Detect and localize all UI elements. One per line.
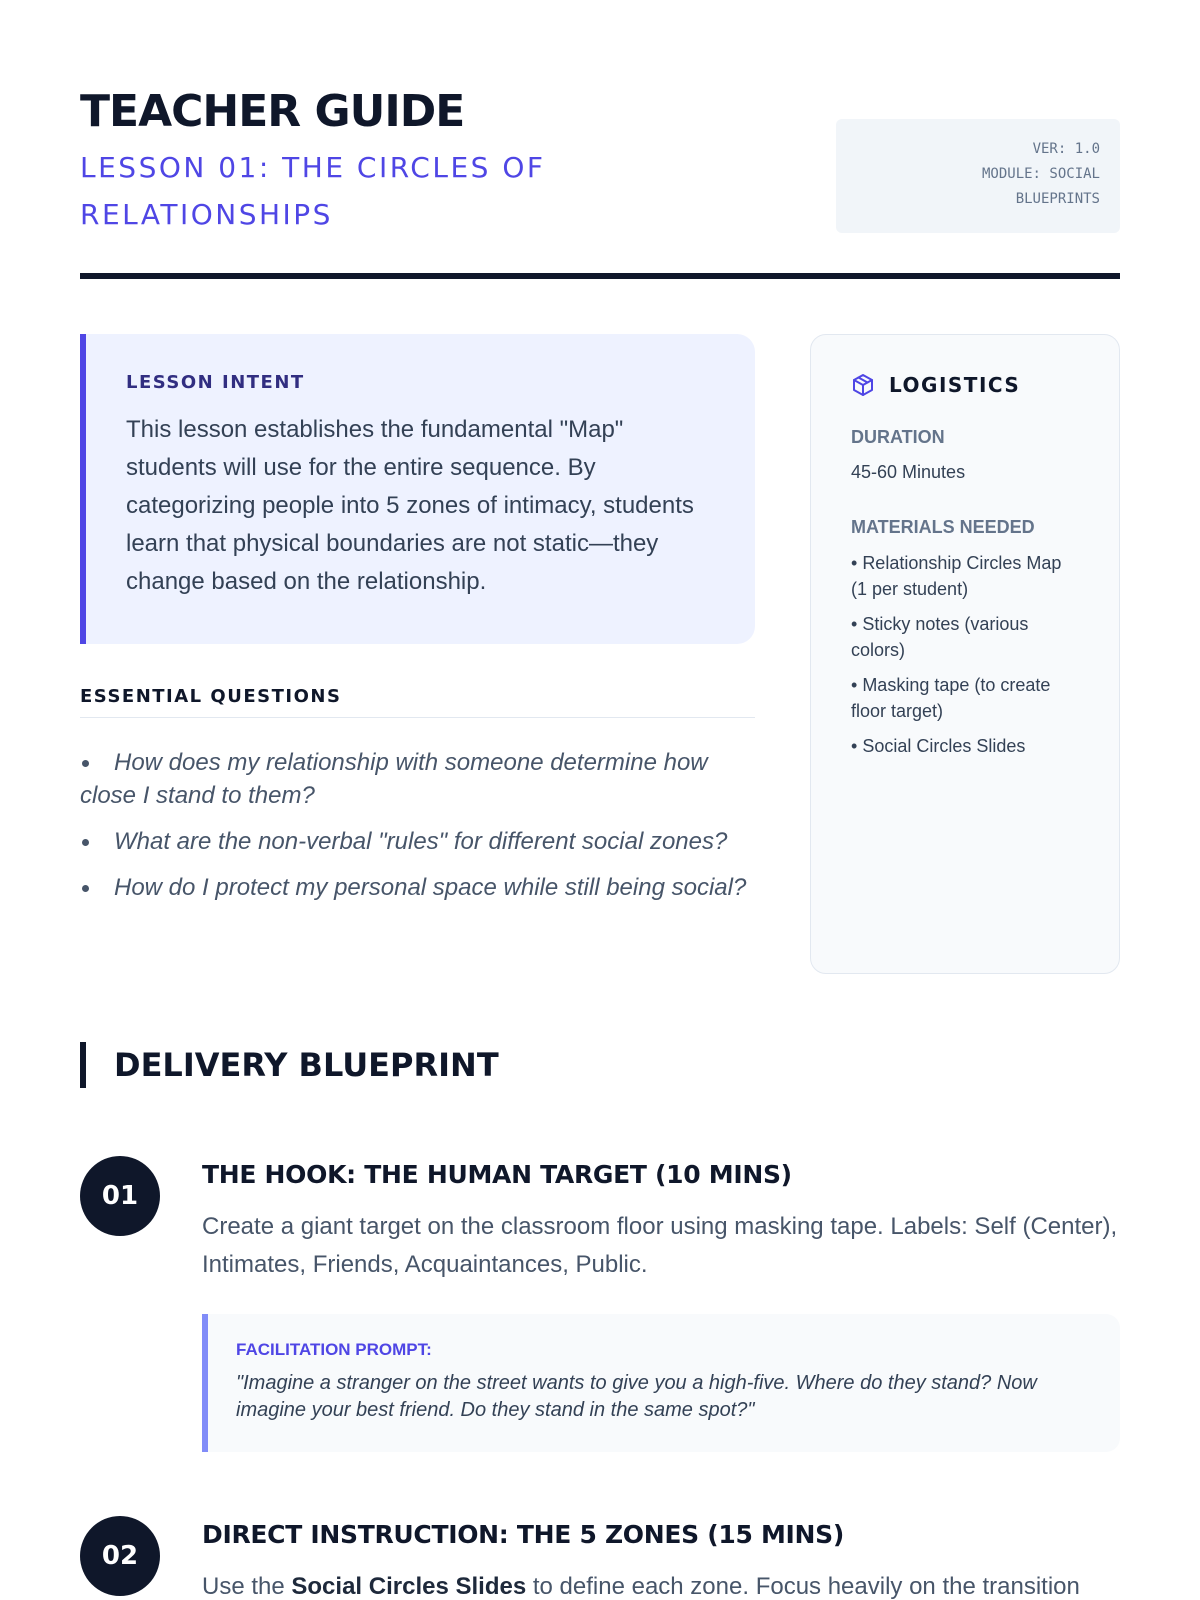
essential-questions-section — [80, 686, 755, 917]
essential-questions-label: ESSENTIAL QUESTIONS — [80, 686, 755, 718]
step-description: Create a giant target on the classroom floor using masking tape. Labels: Self (Center), Intimates, Friends, Acquaintances, Public. — [202, 1213, 1118, 1278]
material-item: • Relationship Circles Map (1 per student) — [851, 550, 1079, 602]
question-item: How does my relationship with someone determine how close I stand to them? — [80, 746, 755, 812]
facilitation-prompt-box — [202, 1314, 1120, 1452]
question-item: What are the non-verbal "rules" for different social zones? — [80, 825, 755, 858]
step-number-badge: 01 — [80, 1156, 160, 1236]
material-item: • Sticky notes (various colors) — [851, 611, 1079, 663]
lesson-subtitle: LESSON 01: THE CIRCLES OF RELATIONSHIPS — [80, 151, 546, 231]
material-item: • Masking tape (to create floor target) — [851, 672, 1079, 724]
version-meta-box — [836, 119, 1120, 233]
facilitation-prompt-label: FACILITATION PROMPT: — [236, 1340, 432, 1359]
version-label: VER: 1.0 — [1032, 141, 1100, 157]
step-description-end: to define each zone. Focus heavily on the transition — [526, 1573, 1080, 1600]
slides-highlight: Social Circles Slides — [291, 1573, 527, 1600]
materials-label: MATERIALS NEEDED — [851, 517, 1035, 537]
logistics-title: LOGISTICS — [889, 373, 1021, 397]
step-body — [202, 1516, 1120, 1600]
duration-value: 45-60 Minutes — [851, 462, 966, 482]
duration-label: DURATION — [851, 427, 945, 447]
lesson-intent-card — [80, 334, 755, 644]
logistics-card — [810, 334, 1120, 974]
facilitation-prompt-text: "Imagine a stranger on the street wants to give you a high-five. Where do they stand? Now imagine your best friend. Do they stand in the same spot?" — [236, 1372, 1037, 1421]
question-item: How do I protect my personal space while still being social? — [80, 871, 755, 904]
logistics-header — [851, 373, 1079, 397]
step-description — [202, 1568, 1120, 1600]
delivery-blueprint-heading: DELIVERY BLUEPRINT — [80, 1042, 499, 1088]
page-title: TEACHER GUIDE — [80, 86, 465, 137]
module-label-line1: MODULE: SOCIAL — [981, 166, 1100, 182]
lesson-intent-label: LESSON INTENT — [126, 372, 305, 393]
page-header — [80, 86, 1120, 282]
header-divider — [80, 273, 1120, 279]
step-title: DIRECT INSTRUCTION: THE 5 ZONES (15 MINS) — [202, 1520, 844, 1549]
materials-list — [851, 550, 1079, 759]
cube-icon — [851, 373, 875, 397]
step-title: THE HOOK: THE HUMAN TARGET (10 MINS) — [202, 1160, 792, 1189]
step-number-badge: 02 — [80, 1516, 160, 1596]
material-item: • Social Circles Slides — [851, 733, 1079, 759]
step-body — [202, 1156, 1120, 1452]
essential-questions-list — [80, 746, 755, 904]
lesson-intent-text: This lesson establishes the fundamental "Map" students will use for the entire sequence. By categorizing people into 5 zones of intimacy, students learn that physical boundaries are not static—they change based on the relationship. — [126, 416, 694, 595]
module-label-line2: BLUEPRINTS — [1015, 191, 1100, 207]
step-description-start: Use the — [202, 1573, 292, 1600]
